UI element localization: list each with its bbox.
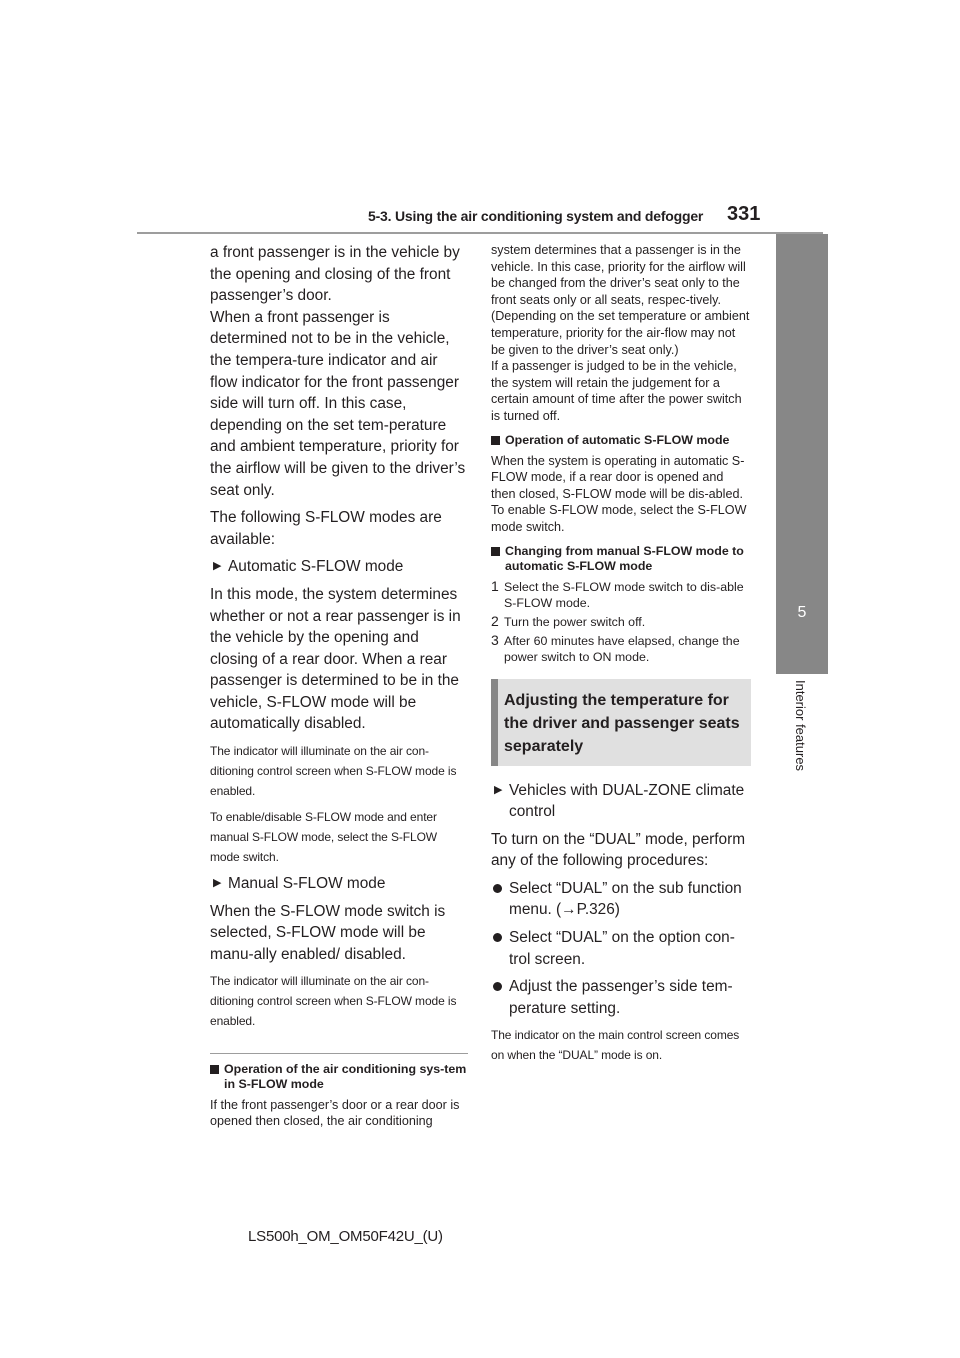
bullet-dot-icon (493, 933, 502, 942)
step-text: Select the S-FLOW mode switch to dis-able S-FLOW mode. (504, 579, 744, 610)
paragraph: When the S-FLOW mode switch is selected, S-FLOW mode will be manu-ally enabled/ disabled. (210, 902, 446, 963)
bullet-text: Adjust the passenger’s side tem-perature setting. (509, 978, 733, 1017)
mode-heading-text: Vehicles with DUAL-ZONE climate control (509, 781, 745, 821)
note: The indicator will illuminate on the air con-ditioning control screen when S-FLOW mode is enabled. (210, 974, 457, 1029)
square-bullet-icon (491, 547, 500, 556)
note: (Depending on the set temperature or ambient temperature, priority for the air-flow may not be given to the driver’s seat only.) (491, 309, 750, 357)
note: To enable/disable S-FLOW mode and enter manual S-FLOW mode, select the S-FLOW mode switch. (210, 810, 438, 865)
bullet-item (491, 976, 751, 1019)
divider (210, 1053, 468, 1054)
subheading-text: Operation of the air conditioning sys-tem in S-FLOW mode (224, 1062, 467, 1092)
arrow-bullet-icon: ▶ (494, 783, 503, 796)
document-code: LS500h_OM_OM50F42U_(U) (248, 1228, 443, 1245)
step-item (491, 614, 751, 630)
note: If a passenger is judged to be in the vehicle, the system will retain the judgement for a certain amount of time after the power switch is turned off. (491, 359, 742, 423)
step-number: 3 (491, 631, 499, 648)
bullet-dot-icon (493, 884, 502, 893)
subheading (491, 544, 751, 574)
section-heading-box: Adjusting the temperature for the driver and passenger seats separately (491, 679, 751, 766)
arrow-bullet-icon: ▶ (213, 877, 222, 890)
section-title: 5-3. Using the air conditioning system and defogger (368, 208, 704, 224)
chapter-label (788, 680, 808, 790)
right-column (491, 242, 751, 1071)
subheading (491, 433, 751, 448)
step-item (491, 633, 751, 665)
bullet-dot-icon (493, 982, 502, 991)
note: The indicator will illuminate on the air con-ditioning control screen when S-FLOW mode is enabled. (210, 744, 457, 799)
subheading (210, 1062, 468, 1092)
bullet-item (491, 927, 751, 970)
step-text: After 60 minutes have elapsed, change the power switch to ON mode. (504, 633, 740, 664)
square-bullet-icon (210, 1065, 219, 1074)
mode-heading (210, 556, 468, 578)
paragraph: a front passenger is in the vehicle by the opening and closing of the front passenger’s door. (210, 244, 460, 305)
header-rule (137, 232, 823, 234)
step-text: Turn the power switch off. (504, 614, 646, 629)
paragraph: The following S-FLOW modes are available: (210, 509, 442, 548)
left-column (210, 242, 468, 1135)
chapter-number: 5 (797, 604, 807, 621)
note: If the front passenger’s door or a rear door is opened then closed, the air conditioning (210, 1098, 460, 1129)
step-item (491, 579, 751, 611)
mode-heading-text: Manual S-FLOW mode (228, 875, 386, 893)
note: When the system is operating in automatic S-FLOW mode, if a rear door is opened and then closed, S-FLOW mode will be dis-abled. To enable S-FLOW mode, select the S-FLOW mode switch. (491, 453, 747, 534)
step-number: 1 (491, 577, 499, 594)
mode-heading (210, 873, 468, 895)
arrow-bullet-icon: ▶ (213, 560, 222, 573)
square-bullet-icon (491, 436, 500, 445)
paragraph: To turn on the “DUAL” mode, perform any of the following procedures: (491, 830, 746, 870)
note: The indicator on the main control screen comes on when the “DUAL” mode is on. (491, 1028, 740, 1063)
step-number: 2 (491, 612, 499, 629)
bullet-text: Select “DUAL” on the option con-trol screen. (509, 929, 735, 968)
paragraph: When a front passenger is determined not to be in the vehicle, the tempera-ture indicator and air flow indicator for the front passenger side will turn off. In this case, depending on the set tem-perature and ambient temperature, priority for the airflow will be given to the driver’s seat only. (210, 308, 466, 499)
bullet-text: Select “DUAL” on the sub function menu. (→P.326) (509, 879, 742, 919)
note: system determines that a passenger is in the vehicle. In this case, priority for the airflow will be changed from the driver’s seat only to the front seats only or all seats, respec-tively. (491, 243, 746, 307)
subheading-text: Operation of automatic S-FLOW mode (505, 432, 730, 447)
page-number: 331 (727, 203, 761, 225)
bullet-item (491, 878, 751, 921)
chapter-label-text: Interior features (793, 680, 808, 772)
mode-heading-text: Automatic S-FLOW mode (228, 558, 404, 576)
mode-heading (491, 780, 751, 823)
paragraph: In this mode, the system determines whether or not a rear passenger is in the vehicle by the opening and closing of a rear door. When a rear passenger is determined to be in the vehicle, S-FLOW mode will be automatically disabled. (210, 585, 461, 733)
subheading-text: Changing from manual S-FLOW mode to automatic S-FLOW mode (505, 543, 744, 573)
